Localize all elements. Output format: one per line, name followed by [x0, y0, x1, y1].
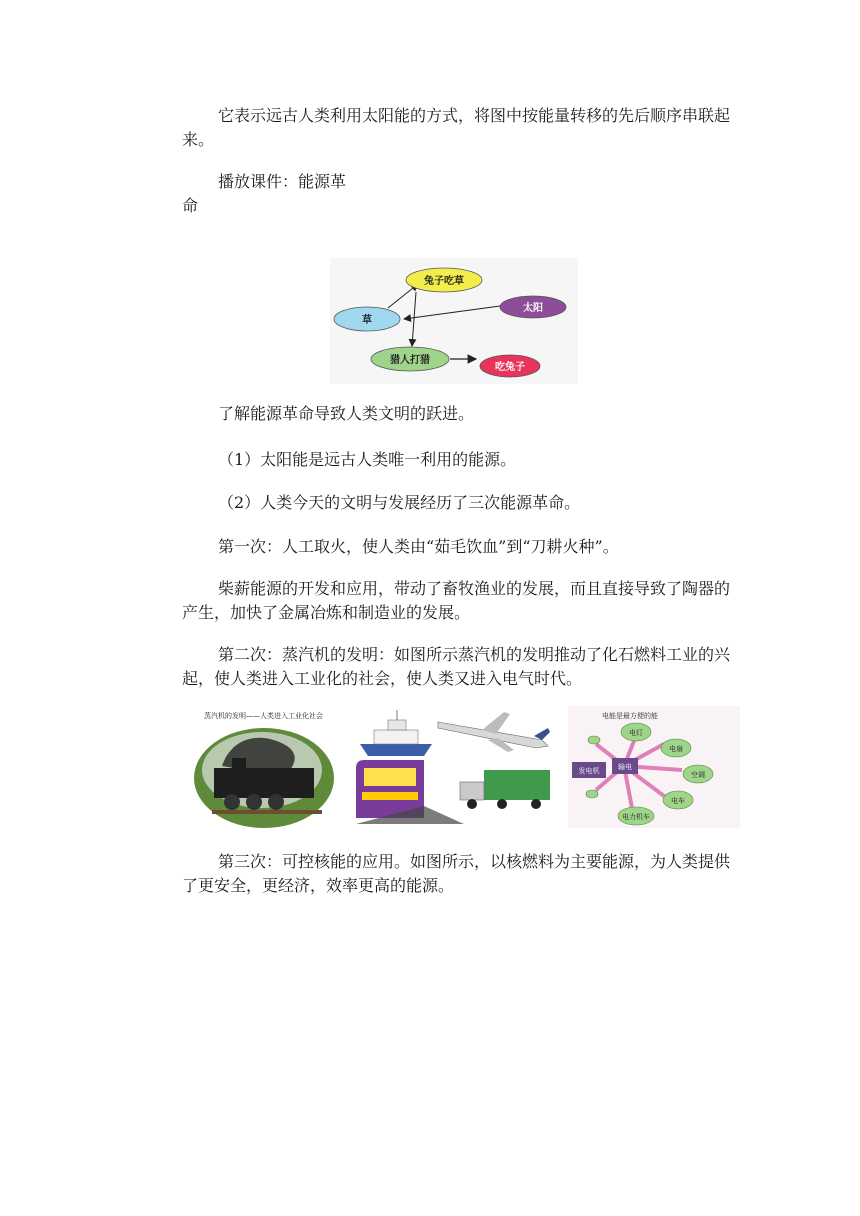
- paragraph-energy-revolution: 了解能源革命导致人类文明的跃进。: [218, 404, 475, 423]
- node-rabbit-eat-grass: [406, 268, 482, 292]
- svg-text:电车: 电车: [671, 797, 685, 805]
- svg-text:吃兔子: 吃兔子: [495, 362, 525, 373]
- industrial-revolution-figure: [192, 706, 740, 828]
- svg-text:电力机车: 电力机车: [622, 813, 650, 821]
- airplane-image: [438, 712, 550, 752]
- node-sun: [500, 296, 566, 318]
- svg-text:输电: 输电: [618, 763, 632, 771]
- svg-text:太阳: 太阳: [523, 303, 543, 314]
- svg-text:蒸汽机的发明——人类进入工业化社会: 蒸汽机的发明——人类进入工业化社会: [204, 712, 323, 720]
- ship-image: [360, 710, 432, 756]
- paragraph-solar-energy-question: 它表示远古人类利用太阳能的方式，将图中按能量转移的先后顺序串联起来。: [182, 106, 731, 149]
- truck-image: [460, 770, 550, 809]
- energy-transfer-diagram: [330, 258, 578, 384]
- node-eat-rabbit: [480, 355, 540, 377]
- paragraph-third-revolution: 第三次：可控核能的应用。如图所示，以核燃料为主要能源，为人类提供了更安全，更经济，效率更高的能源。: [182, 852, 731, 895]
- paragraph-firewood-energy: 柴薪能源的开发和应用，带动了畜牧渔业的发展，而且直接导致了陶器的产生，加快了金属冶炼和制造业的发展。: [182, 579, 731, 622]
- transmission-hub: [612, 758, 638, 774]
- paragraph-first-revolution: 第一次：人工取火，使人类由“茹毛饮血”到“刀耕火种”。: [218, 537, 619, 556]
- svg-text:电灯: 电灯: [629, 729, 643, 737]
- svg-text:电扇: 电扇: [669, 745, 683, 753]
- steam-locomotive-image: [194, 711, 334, 828]
- svg-text:草: 草: [362, 315, 372, 326]
- svg-text:电能是最方便的能: 电能是最方便的能: [602, 712, 658, 720]
- paragraph-second-revolution: 第二次：蒸汽机的发明：如图所示蒸汽机的发明推动了化石燃料工业的兴起，使人类进入工业化的社会，使人类又进入电气时代。: [182, 645, 731, 688]
- node-hunter: [371, 347, 449, 371]
- svg-text:猎人打猎: 猎人打猎: [390, 355, 430, 366]
- paragraph-courseware-line1: 播放课件：能源革: [218, 172, 347, 191]
- paragraph-point-1: （1）太阳能是远古人类唯一利用的能源。: [218, 450, 517, 469]
- svg-text:兔子吃草: 兔子吃草: [424, 276, 464, 287]
- svg-text:空调: 空调: [691, 771, 705, 779]
- electricity-diagram: [568, 706, 740, 828]
- svg-text:发电机: 发电机: [578, 767, 600, 775]
- generator-box: [572, 762, 606, 778]
- paragraph-point-2: （2）人类今天的文明与发展经历了三次能源革命。: [218, 493, 581, 512]
- node-grass: [334, 307, 400, 331]
- paragraph-courseware-line2: 命: [182, 196, 199, 215]
- train-image: [356, 760, 464, 824]
